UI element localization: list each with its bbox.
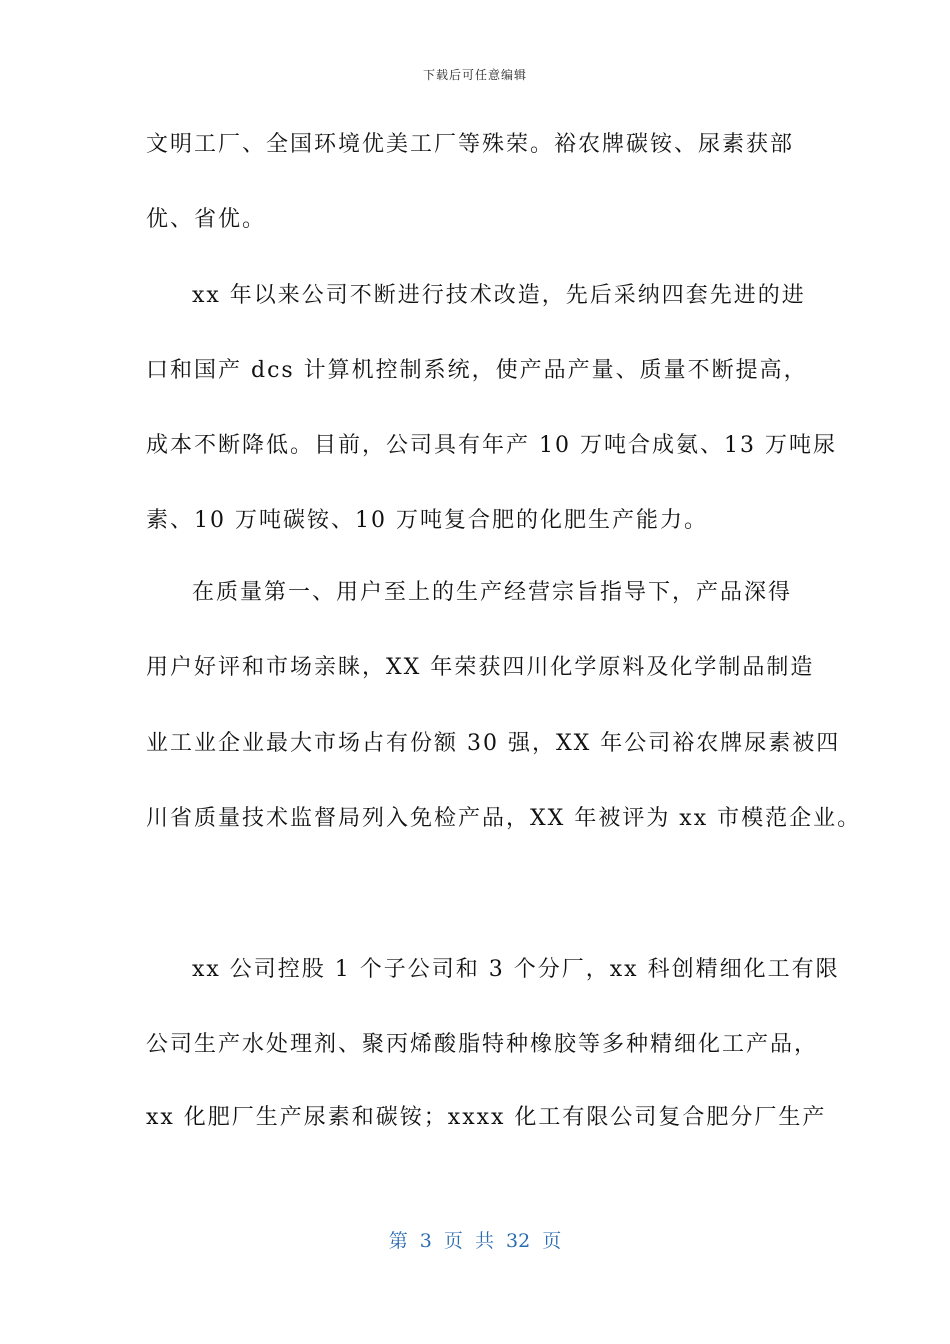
text-line: xx 公司控股 1 个子公司和 3 个分厂，xx 科创精细化工有限 <box>192 957 840 982</box>
text-line: 口和国产 dcs 计算机控制系统，使产品产量、质量不断提高， <box>146 358 808 383</box>
text-line: 文明工厂、全国环境优美工厂等殊荣。裕农牌碳铵、尿素获部 <box>146 132 795 157</box>
text-line: 用户好评和市场亲睐，XX 年荣获四川化学原料及化学制品制造 <box>146 655 815 680</box>
text-line: 成本不断降低。目前，公司具有年产 10 万吨合成氨、13 万吨尿 <box>146 433 837 458</box>
text-line: 业工业企业最大市场占有份额 30 强，XX 年公司裕农牌尿素被四 <box>146 731 841 756</box>
page-number: 第 3 页 共 32 页 <box>388 1230 562 1252</box>
text-line: 在质量第一、用户至上的生产经营宗旨指导下，产品深得 <box>192 580 793 605</box>
page-header-note: 下载后可任意编辑 <box>422 68 527 82</box>
text-line: 素、10 万吨碳铵、10 万吨复合肥的化肥生产能力。 <box>146 508 708 533</box>
text-line: xx 化肥厂生产尿素和碳铵；xxxx 化工有限公司复合肥分厂生产 <box>146 1105 827 1130</box>
text-line: xx 年以来公司不断进行技术改造，先后采纳四套先进的进 <box>192 283 806 308</box>
text-line: 优、省优。 <box>146 207 267 232</box>
text-line: 公司生产水处理剂、聚丙烯酸脂特种橡胶等多种精细化工产品， <box>146 1032 819 1057</box>
text-line: 川省质量技术监督局列入免检产品，XX 年被评为 xx 市模范企业。 <box>146 806 862 831</box>
